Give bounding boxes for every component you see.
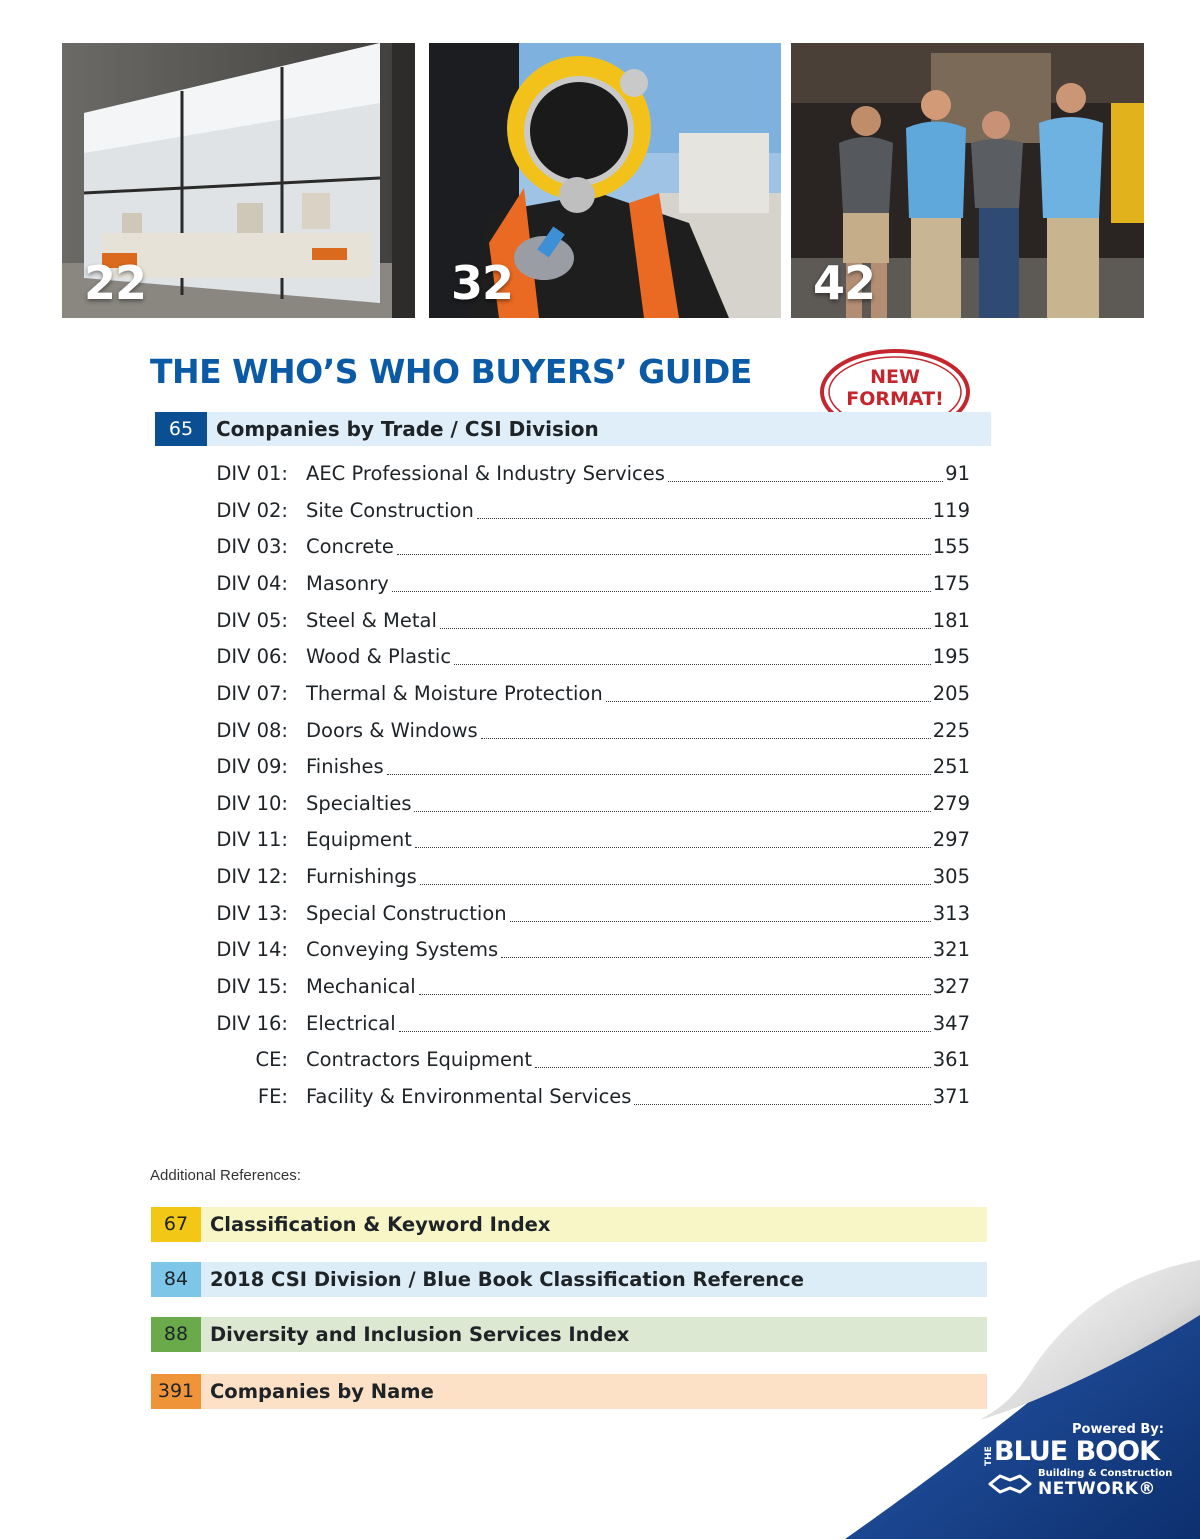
division-code: DIV 04: <box>216 572 288 595</box>
division-row[interactable] <box>0 859 1200 895</box>
dot-leader <box>535 1067 931 1068</box>
division-page: 297 <box>932 828 970 851</box>
dot-leader <box>397 554 931 555</box>
division-name: Equipment <box>306 828 412 851</box>
division-code: DIV 07: <box>216 682 288 705</box>
division-name: Steel & Metal <box>306 609 437 632</box>
division-name: Doors & Windows <box>306 719 478 742</box>
main-section-page: 65 <box>155 412 207 446</box>
division-row[interactable] <box>0 493 1200 529</box>
photo-page-number: 22 <box>84 256 147 310</box>
division-code: DIV 05: <box>216 609 288 632</box>
division-name: Site Construction <box>306 499 474 522</box>
blue-book-logo[interactable] <box>982 1436 1172 1506</box>
division-page: 305 <box>932 865 970 888</box>
division-name: Thermal & Moisture Protection <box>306 682 603 705</box>
division-row[interactable] <box>0 1042 1200 1078</box>
dot-leader <box>399 1031 931 1032</box>
division-row[interactable] <box>0 603 1200 639</box>
division-row[interactable] <box>0 639 1200 675</box>
division-code: DIV 02: <box>216 499 288 522</box>
division-code: DIV 13: <box>216 902 288 925</box>
division-row[interactable] <box>0 1006 1200 1042</box>
logo-network: NETWORK® <box>1038 1479 1156 1499</box>
reference-label: Classification & Keyword Index <box>210 1213 551 1236</box>
reference-label: 2018 CSI Division / Blue Book Classification Reference <box>210 1268 804 1291</box>
dot-leader <box>387 774 931 775</box>
photo-team <box>791 43 1144 318</box>
reference-page: 391 <box>151 1374 201 1409</box>
division-name: Mechanical <box>306 975 416 998</box>
logo-the: THE <box>984 1446 994 1466</box>
dot-leader <box>454 664 931 665</box>
division-name: Finishes <box>306 755 384 778</box>
badge-line1: NEW <box>870 366 920 388</box>
division-row[interactable] <box>0 1079 1200 1115</box>
reference-page: 67 <box>151 1207 201 1242</box>
division-name: Furnishings <box>306 865 417 888</box>
division-page: 225 <box>932 719 970 742</box>
division-row[interactable] <box>0 822 1200 858</box>
dot-leader <box>392 591 931 592</box>
additional-references-label: Additional References: <box>150 1167 301 1184</box>
dot-leader <box>414 811 930 812</box>
powered-by-label: Powered By: <box>1072 1422 1164 1437</box>
division-code: DIV 10: <box>216 792 288 815</box>
division-page: 175 <box>932 572 970 595</box>
main-section-label: Companies by Trade / CSI Division <box>216 417 599 441</box>
dot-leader <box>440 628 931 629</box>
division-name: Conveying Systems <box>306 938 499 961</box>
division-name: AEC Professional & Industry Services <box>306 462 665 485</box>
division-code: FE: <box>257 1085 288 1108</box>
division-code: DIV 03: <box>216 535 288 558</box>
guide-title: THE WHO’S WHO BUYERS’ GUIDE <box>150 352 752 391</box>
division-code: DIV 01: <box>216 462 288 485</box>
dot-leader <box>415 847 931 848</box>
division-page: 321 <box>932 938 970 961</box>
reference-page: 88 <box>151 1317 201 1352</box>
photo-page-number: 32 <box>451 256 514 310</box>
division-page: 327 <box>932 975 970 998</box>
division-name: Specialties <box>306 792 412 815</box>
division-row[interactable] <box>0 969 1200 1005</box>
handshake-icon <box>988 1470 1032 1496</box>
division-code: DIV 08: <box>216 719 288 742</box>
division-page: 119 <box>932 499 970 522</box>
division-row[interactable] <box>0 676 1200 712</box>
division-page: 195 <box>932 645 970 668</box>
division-row[interactable] <box>0 529 1200 565</box>
reference-label: Companies by Name <box>210 1380 434 1403</box>
division-page: 205 <box>932 682 970 705</box>
dot-leader <box>606 701 931 702</box>
dot-leader <box>420 884 931 885</box>
main-section-band[interactable] <box>155 412 991 446</box>
dot-leader <box>510 921 931 922</box>
division-page: 313 <box>932 902 970 925</box>
division-page: 347 <box>932 1012 970 1035</box>
logo-name: BLUE BOOK <box>994 1436 1159 1467</box>
reference-label: Diversity and Inclusion Services Index <box>210 1323 630 1346</box>
reference-band[interactable] <box>151 1207 987 1242</box>
division-name: Facility & Environmental Services <box>306 1085 632 1108</box>
dot-leader <box>634 1104 930 1105</box>
division-name: Electrical <box>306 1012 396 1035</box>
division-page: 181 <box>932 609 970 632</box>
division-page: 91 <box>945 462 970 485</box>
division-row[interactable] <box>0 456 1200 492</box>
division-row[interactable] <box>0 713 1200 749</box>
division-name: Contractors Equipment <box>306 1048 533 1071</box>
dot-leader <box>477 518 931 519</box>
division-code: DIV 12: <box>216 865 288 888</box>
badge-line2: FORMAT! <box>846 388 944 410</box>
dot-leader <box>419 994 931 995</box>
division-page: 371 <box>932 1085 970 1108</box>
logo-subtitle: Building & Construction <box>1038 1468 1173 1479</box>
photo-diver <box>429 43 781 318</box>
division-page: 361 <box>932 1048 970 1071</box>
division-row[interactable] <box>0 786 1200 822</box>
division-row[interactable] <box>0 896 1200 932</box>
photo-video-wall <box>62 43 415 318</box>
division-name: Masonry <box>306 572 389 595</box>
dot-leader <box>481 738 931 739</box>
division-name: Wood & Plastic <box>306 645 452 668</box>
division-row[interactable] <box>0 932 1200 968</box>
reference-page: 84 <box>151 1262 201 1297</box>
division-row[interactable] <box>0 749 1200 785</box>
photo-page-number: 42 <box>813 256 876 310</box>
division-code: DIV 14: <box>216 938 288 961</box>
division-page: 251 <box>932 755 970 778</box>
division-code: DIV 16: <box>216 1012 288 1035</box>
division-code: DIV 15: <box>216 975 288 998</box>
dot-leader <box>668 481 943 482</box>
division-row[interactable] <box>0 566 1200 602</box>
division-code: DIV 09: <box>216 755 288 778</box>
division-code: DIV 11: <box>216 828 288 851</box>
division-name: Special Construction <box>306 902 507 925</box>
division-page: 279 <box>932 792 970 815</box>
dot-leader <box>501 957 931 958</box>
division-code: DIV 06: <box>216 645 288 668</box>
division-code: CE: <box>255 1048 288 1071</box>
division-page: 155 <box>932 535 970 558</box>
division-name: Concrete <box>306 535 394 558</box>
